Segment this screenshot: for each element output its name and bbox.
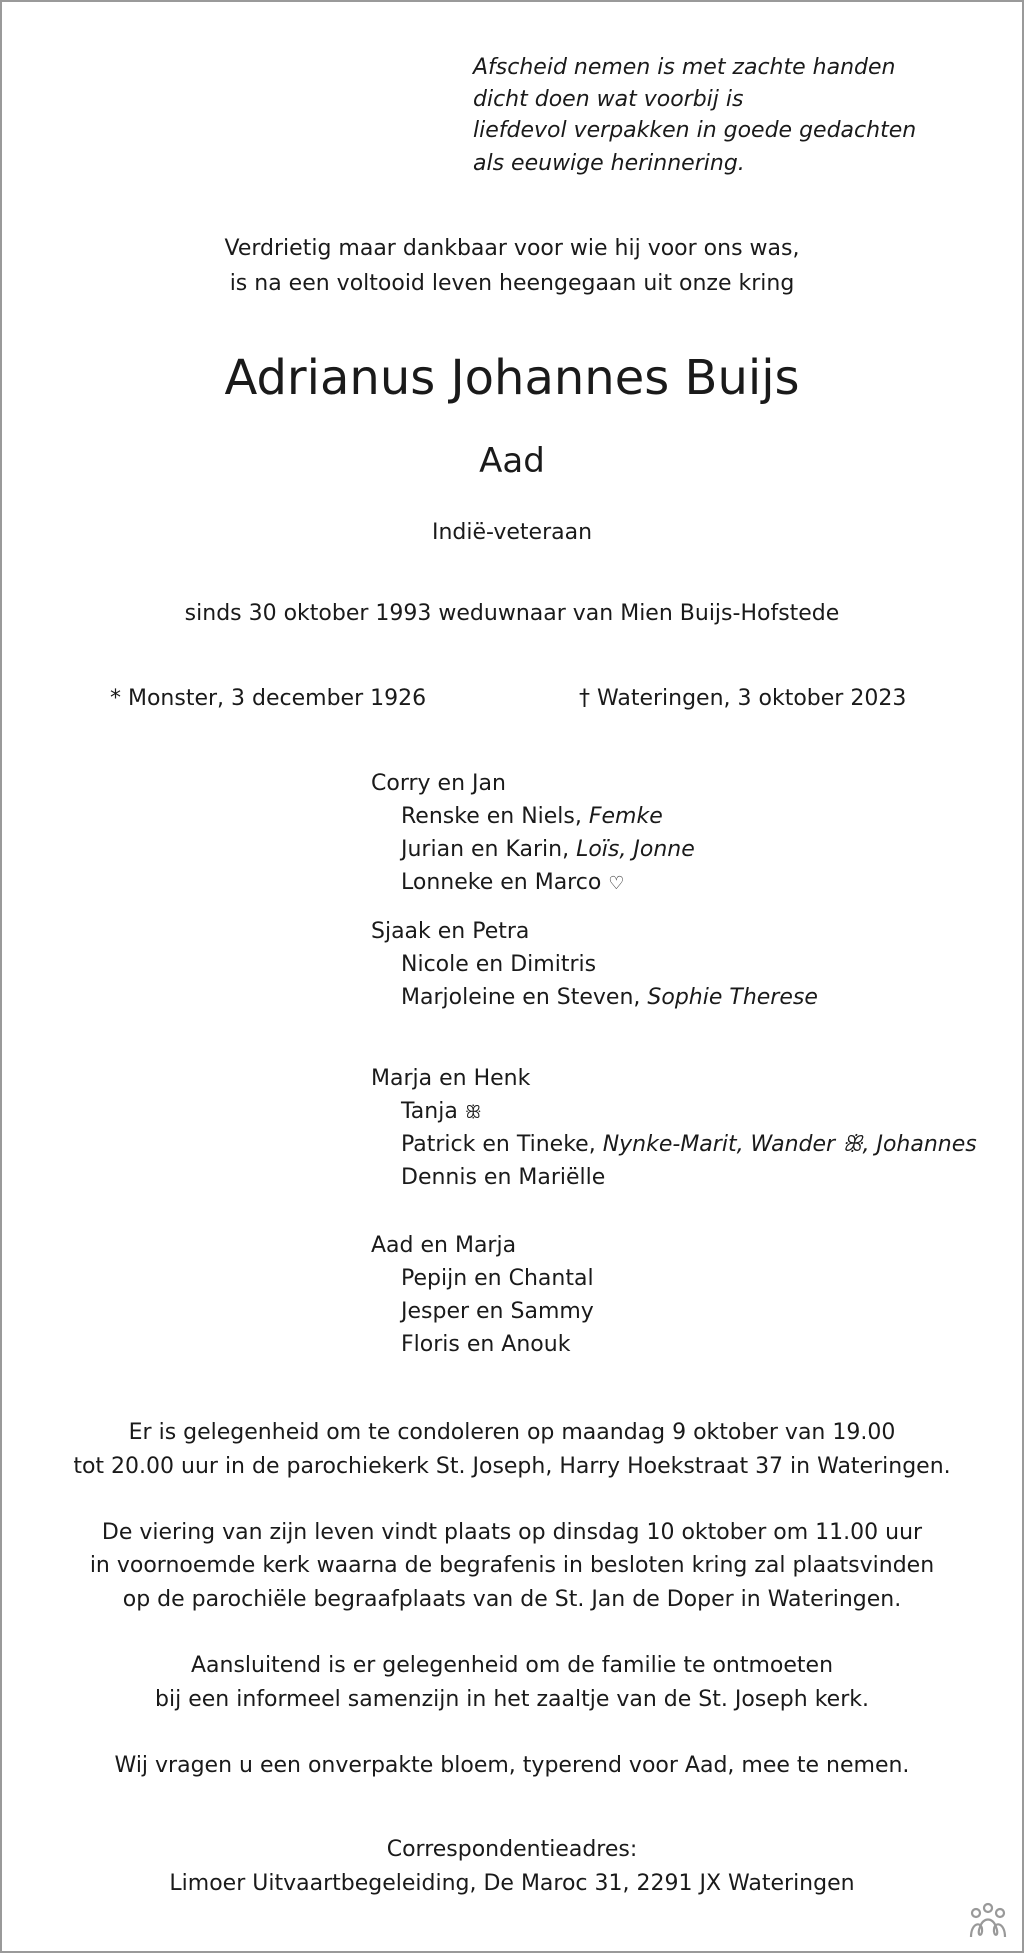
grandchildren-names: Femke bbox=[588, 804, 663, 829]
member-names: Marjoleine en Steven, bbox=[401, 985, 648, 1010]
heart-icon: ♡ bbox=[608, 873, 625, 894]
grandchildren-names: Nynke-Marit, Wander ꕥ, Johannes bbox=[602, 1132, 977, 1157]
ceremony-line: in voornoemde kerk waarna de begrafenis in besloten kring zal plaatsvinden bbox=[89, 1553, 935, 1578]
family-member bbox=[401, 1330, 570, 1360]
family-member bbox=[401, 950, 596, 980]
flowers-request: Wij vragen u een onverpakte bloem, typerend voor Aad, mee te nemen. bbox=[114, 1753, 910, 1778]
poem-line: Afscheid nemen is met zachte handen bbox=[473, 55, 896, 80]
intro-line: Verdrietig maar dankbaar voor wie hij voor ons was, bbox=[224, 236, 800, 261]
family-group-head: Corry en Jan bbox=[371, 771, 506, 796]
family-member bbox=[401, 835, 695, 865]
widower-line: sinds 30 oktober 1993 weduwnaar van Mien Buijs-Hofstede bbox=[184, 601, 840, 626]
poem-line: dicht doen wat voorbij is bbox=[473, 87, 744, 112]
member-names: Pepijn en Chantal bbox=[401, 1266, 594, 1291]
member-names: Dennis en Mariëlle bbox=[401, 1165, 606, 1190]
member-names: Patrick en Tineke, bbox=[401, 1132, 603, 1157]
poem-line: als eeuwige herinnering. bbox=[473, 151, 745, 176]
death-info: † Wateringen, 3 oktober 2023 bbox=[579, 686, 907, 711]
ceremony-line: op de parochiële begraafplaats van de St. Jan de Doper in Wateringen. bbox=[122, 1587, 902, 1612]
butterfly-icon: ꕥ bbox=[464, 1102, 482, 1123]
family-member bbox=[401, 1130, 977, 1160]
family-member bbox=[401, 802, 663, 832]
birth-info: * Monster, 3 december 1926 bbox=[110, 686, 427, 711]
family-member bbox=[401, 1163, 605, 1193]
member-names: Renske en Niels, bbox=[401, 804, 589, 829]
grandchildren-names: Sophie Therese bbox=[647, 985, 818, 1010]
family-people-icon bbox=[968, 1899, 1008, 1939]
family-group-head: Aad en Marja bbox=[371, 1233, 517, 1258]
grandchildren-names: Loïs, Jonne bbox=[576, 837, 695, 862]
member-names: Tanja bbox=[401, 1099, 465, 1124]
family-member bbox=[401, 1264, 594, 1294]
member-names: Nicole en Dimitris bbox=[401, 952, 597, 977]
family-member bbox=[401, 1097, 482, 1128]
member-names: Jesper en Sammy bbox=[401, 1299, 594, 1324]
member-names: Jurian en Karin, bbox=[401, 837, 577, 862]
title: Indië-veteraan bbox=[431, 520, 593, 545]
nickname: Aad bbox=[479, 441, 545, 481]
condolence-line: Er is gelegenheid om te condoleren op maandag 9 oktober van 19.00 bbox=[128, 1420, 896, 1445]
family-group-head: Marja en Henk bbox=[371, 1066, 531, 1091]
member-names: Lonneke en Marco bbox=[401, 870, 609, 895]
gathering-line: bij een informeel samenzijn in het zaaltje van de St. Joseph kerk. bbox=[155, 1687, 869, 1712]
correspondence-label: Correspondentieadres: bbox=[386, 1837, 638, 1862]
correspondence-address: Limoer Uitvaartbegeleiding, De Maroc 31, 2291 JX Wateringen bbox=[169, 1871, 855, 1896]
family-member bbox=[401, 1297, 594, 1327]
condolence-line: tot 20.00 uur in de parochiekerk St. Joseph, Harry Hoekstraat 37 in Wateringen. bbox=[73, 1454, 951, 1479]
gathering-line: Aansluitend is er gelegenheid om de familie te ontmoeten bbox=[190, 1653, 834, 1678]
poem-line: liefdevol verpakken in goede gedachten bbox=[473, 118, 917, 143]
intro-line: is na een voltooid leven heengegaan uit onze kring bbox=[229, 271, 795, 296]
family-member bbox=[401, 983, 818, 1013]
family-member bbox=[401, 868, 624, 899]
ceremony-line: De viering van zijn leven vindt plaats op dinsdag 10 oktober om 11.00 uur bbox=[101, 1520, 923, 1545]
family-group-head: Sjaak en Petra bbox=[371, 919, 530, 944]
deceased-name: Adrianus Johannes Buijs bbox=[224, 350, 800, 406]
member-names: Floris en Anouk bbox=[401, 1332, 571, 1357]
